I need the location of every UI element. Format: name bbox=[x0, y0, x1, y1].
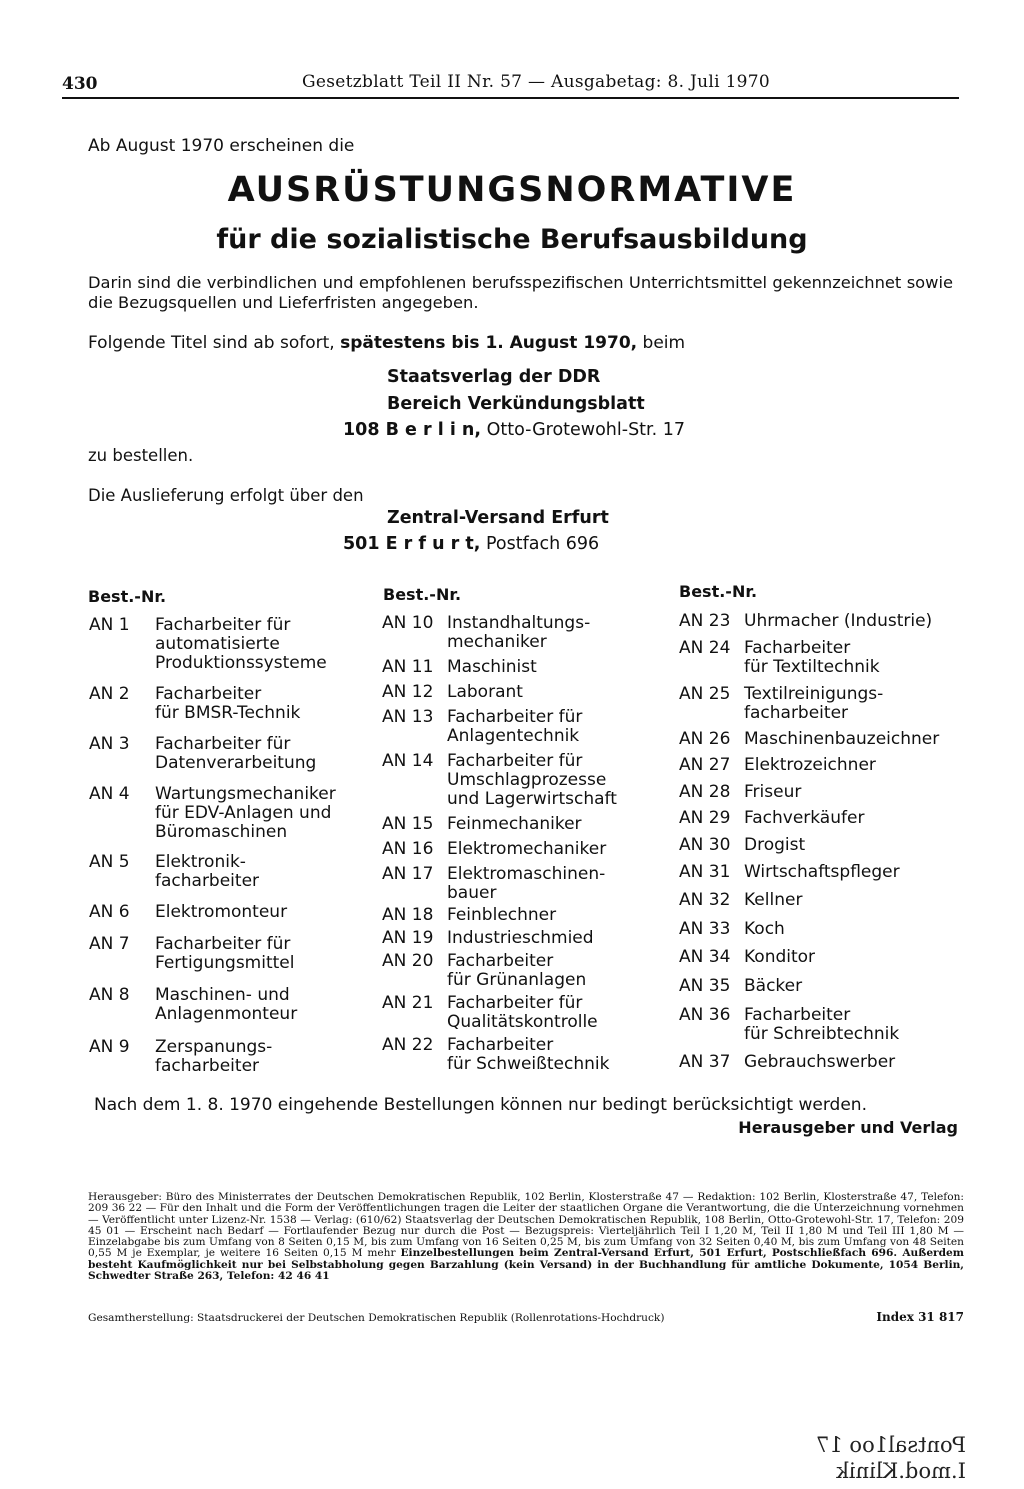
job-title: Facharbeiter für Anlagentechnik bbox=[447, 707, 583, 746]
intro-text: Ab August 1970 erscheinen die bbox=[88, 136, 355, 156]
job-title: Maschinist bbox=[447, 657, 537, 677]
signature: Herausgeber und Verlag bbox=[738, 1118, 958, 1137]
job-title: Elektromaschinen- bauer bbox=[447, 864, 606, 903]
order-number: AN 4 bbox=[89, 784, 130, 804]
job-title: Friseur bbox=[744, 782, 802, 802]
order-number: AN 5 bbox=[89, 852, 130, 872]
mirrored-stamp-line1: Pontsal1oo 17 bbox=[816, 1433, 966, 1457]
order-line bbox=[88, 333, 685, 353]
job-title: Uhrmacher (Industrie) bbox=[744, 611, 933, 631]
impressum bbox=[88, 1192, 964, 1282]
job-title: Bäcker bbox=[744, 976, 803, 996]
column-heading: Best.-Nr. bbox=[383, 585, 462, 604]
order-number: AN 8 bbox=[89, 985, 130, 1005]
job-title: Koch bbox=[744, 919, 785, 939]
order-number: AN 10 bbox=[382, 613, 434, 633]
job-title: Facharbeiter für Umschlagprozesse und Lagerwirtschaft bbox=[447, 751, 617, 809]
order-number: AN 1 bbox=[89, 615, 130, 635]
publisher-department: Bereich Verkündungsblatt bbox=[387, 394, 645, 414]
job-title: Facharbeiter für Textiltechnik bbox=[744, 638, 880, 677]
order-number: AN 24 bbox=[679, 638, 731, 658]
job-title: Facharbeiter für Schreibtechnik bbox=[744, 1005, 900, 1044]
job-title: Feinblechner bbox=[447, 905, 557, 925]
publisher-city: 108 B e r l i n, bbox=[343, 420, 482, 440]
order-number: AN 36 bbox=[679, 1005, 731, 1025]
order-number: AN 17 bbox=[382, 864, 434, 884]
index-number: Index 31 817 bbox=[876, 1310, 964, 1324]
job-title: Laborant bbox=[447, 682, 523, 702]
order-number: AN 2 bbox=[89, 684, 130, 704]
order-number: AN 18 bbox=[382, 905, 434, 925]
description: Darin sind die verbindlichen und empfohlenen berufsspezifischen Unterrichtsmittel gekennzeichnet sowie die Bezugsquellen und Lieferfristen angegeben. bbox=[88, 273, 953, 312]
job-title: Facharbeiter für BMSR-Technik bbox=[155, 684, 301, 723]
order-number: AN 21 bbox=[382, 993, 434, 1013]
job-title: Konditor bbox=[744, 947, 816, 967]
job-title: Instandhaltungs- mechaniker bbox=[447, 613, 591, 652]
order-number: AN 7 bbox=[89, 934, 130, 954]
mirrored-stamp bbox=[816, 1432, 966, 1484]
order-number: AN 9 bbox=[89, 1037, 130, 1057]
job-title: Facharbeiter für Grünanlagen bbox=[447, 951, 587, 990]
order-number: AN 27 bbox=[679, 755, 731, 775]
mirrored-stamp-line2: I.mod.Klinik bbox=[836, 1459, 966, 1483]
order-number: AN 16 bbox=[382, 839, 434, 859]
order-number: AN 20 bbox=[382, 951, 434, 971]
job-title: Facharbeiter für automatisierte Produktionssysteme bbox=[155, 615, 327, 673]
delivery-address bbox=[343, 534, 599, 554]
order-number: AN 22 bbox=[382, 1035, 434, 1055]
order-number: AN 32 bbox=[679, 890, 731, 910]
order-number: AN 37 bbox=[679, 1052, 731, 1072]
order-number: AN 30 bbox=[679, 835, 731, 855]
job-title: Wartungsmechaniker für EDV-Anlagen und Büromaschinen bbox=[155, 784, 336, 842]
delivery-name: Zentral-Versand Erfurt bbox=[387, 508, 609, 528]
order-number: AN 11 bbox=[382, 657, 434, 677]
impressum-text: Herausgeber: Büro des Ministerrates der Deutschen Demokratischen Republik, 102 Berlin, Klosterstraße 47 — Redaktion: 102 Berlin, Klosterstraße 47, Telefon: 209 36 22 — Für den Inhalt und die Form der Veröffentlichungen tragen die Leiter der staatlichen Organe die Verantwortung, die die Unterzeichnung vornehmen — Veröffentlicht unter Lizenz-Nr. 1538 — Verlag: (610/62) Staatsverlag der Deutschen Demokratischen Republik, 108 Berlin, Otto-Grotewohl-Str. 17, Telefon: 209 45 01 — Erscheint nach Bedarf — Fortlaufender Bezug nur durch die Post — Bezugspreis: Vierteljährlich Teil I 1,20 M, Teil II 1,80 M und Teil III 1,80 M — Einzelabgabe bis zum Umfang von 8 Seiten 0,15 M, bis zum Umfang von 16 Seiten 0,25 M, bis zum Umfang von 32 Seiten 0,40 M, bis zum Umfang von 48 Seiten 0,55 M je Exemplar, je weitere 16 Seiten 0,15 M mehr bbox=[88, 1191, 964, 1260]
order-prefix: Folgende Titel sind ab sofort, bbox=[88, 333, 341, 353]
order-number: AN 25 bbox=[679, 684, 731, 704]
job-title: Elektrozeichner bbox=[744, 755, 876, 775]
column-heading: Best.-Nr. bbox=[679, 582, 758, 601]
delivery-intro: Die Auslieferung erfolgt über den bbox=[88, 486, 364, 505]
order-suffix-line: zu bestellen. bbox=[88, 446, 194, 465]
publisher-address bbox=[343, 420, 685, 440]
job-title: Elektronik- facharbeiter bbox=[155, 852, 260, 891]
publisher-street: Otto-Grotewohl-Str. 17 bbox=[481, 420, 686, 440]
order-number: AN 29 bbox=[679, 808, 731, 828]
job-title: Elektromechaniker bbox=[447, 839, 607, 859]
order-number: AN 14 bbox=[382, 751, 434, 771]
subtitle: für die sozialistische Berufsausbildung bbox=[216, 224, 808, 255]
job-title: Elektromonteur bbox=[155, 902, 288, 922]
order-number: AN 33 bbox=[679, 919, 731, 939]
order-number: AN 3 bbox=[89, 734, 130, 754]
order-number: AN 31 bbox=[679, 862, 731, 882]
job-title: Industrieschmied bbox=[447, 928, 594, 948]
imprint-line: Gesamtherstellung: Staatsdruckerei der Deutschen Demokratischen Republik (Rollenrotations-Hochdruck) bbox=[88, 1312, 665, 1324]
order-deadline: spätestens bis 1. August 1970, bbox=[340, 333, 638, 353]
order-number: AN 12 bbox=[382, 682, 434, 702]
main-title: AUSRÜSTUNGSNORMATIVE bbox=[227, 170, 797, 210]
job-title: Wirtschaftspfleger bbox=[744, 862, 900, 882]
header-rule bbox=[62, 97, 959, 99]
job-title: Feinmechaniker bbox=[447, 814, 582, 834]
job-title: Facharbeiter für Datenverarbeitung bbox=[155, 734, 317, 773]
order-number: AN 6 bbox=[89, 902, 130, 922]
job-title: Kellner bbox=[744, 890, 803, 910]
column-heading: Best.-Nr. bbox=[88, 587, 167, 606]
job-title: Drogist bbox=[744, 835, 806, 855]
job-title: Gebrauchswerber bbox=[744, 1052, 896, 1072]
order-number: AN 35 bbox=[679, 976, 731, 996]
order-number: AN 19 bbox=[382, 928, 434, 948]
job-title: Zerspanungs- facharbeiter bbox=[155, 1037, 273, 1076]
order-number: AN 23 bbox=[679, 611, 731, 631]
running-head: Gesetzblatt Teil II Nr. 57 — Ausgabetag: 8. Juli 1970 bbox=[302, 72, 771, 92]
job-title: Maschinenbauzeichner bbox=[744, 729, 940, 749]
order-number: AN 28 bbox=[679, 782, 731, 802]
page-number: 430 bbox=[62, 74, 98, 94]
delivery-postbox: Postfach 696 bbox=[480, 534, 600, 554]
job-title: Textilreinigungs- facharbeiter bbox=[744, 684, 884, 723]
job-title: Fachverkäufer bbox=[744, 808, 865, 828]
job-title: Maschinen- und Anlagenmonteur bbox=[155, 985, 298, 1024]
order-number: AN 13 bbox=[382, 707, 434, 727]
closing-note: Nach dem 1. 8. 1970 eingehende Bestellungen können nur bedingt berücksichtigt werden. bbox=[94, 1095, 867, 1115]
order-number: AN 15 bbox=[382, 814, 434, 834]
impressum-orders: Einzelbestellungen beim Zentral-Versand Erfurt, 501 Erfurt, Postschließfach 696. Außerdem besteht Kaufmöglichkeit nur bei Selbstabholung gegen Barzahlung (kein Versand) in der Buchhandlung für amtliche Dokumente, 1054 Berlin, Schwedter Straße 263, Telefon: 42 46 41 bbox=[88, 1247, 964, 1283]
job-title: Facharbeiter für Schweißtechnik bbox=[447, 1035, 610, 1074]
order-suffix: beim bbox=[637, 333, 686, 353]
delivery-city: 501 E r f u r t, bbox=[343, 534, 481, 554]
job-title: Facharbeiter für Fertigungsmittel bbox=[155, 934, 295, 973]
job-title: Facharbeiter für Qualitätskontrolle bbox=[447, 993, 598, 1032]
order-number: AN 26 bbox=[679, 729, 731, 749]
publisher-name: Staatsverlag der DDR bbox=[387, 367, 601, 387]
order-number: AN 34 bbox=[679, 947, 731, 967]
